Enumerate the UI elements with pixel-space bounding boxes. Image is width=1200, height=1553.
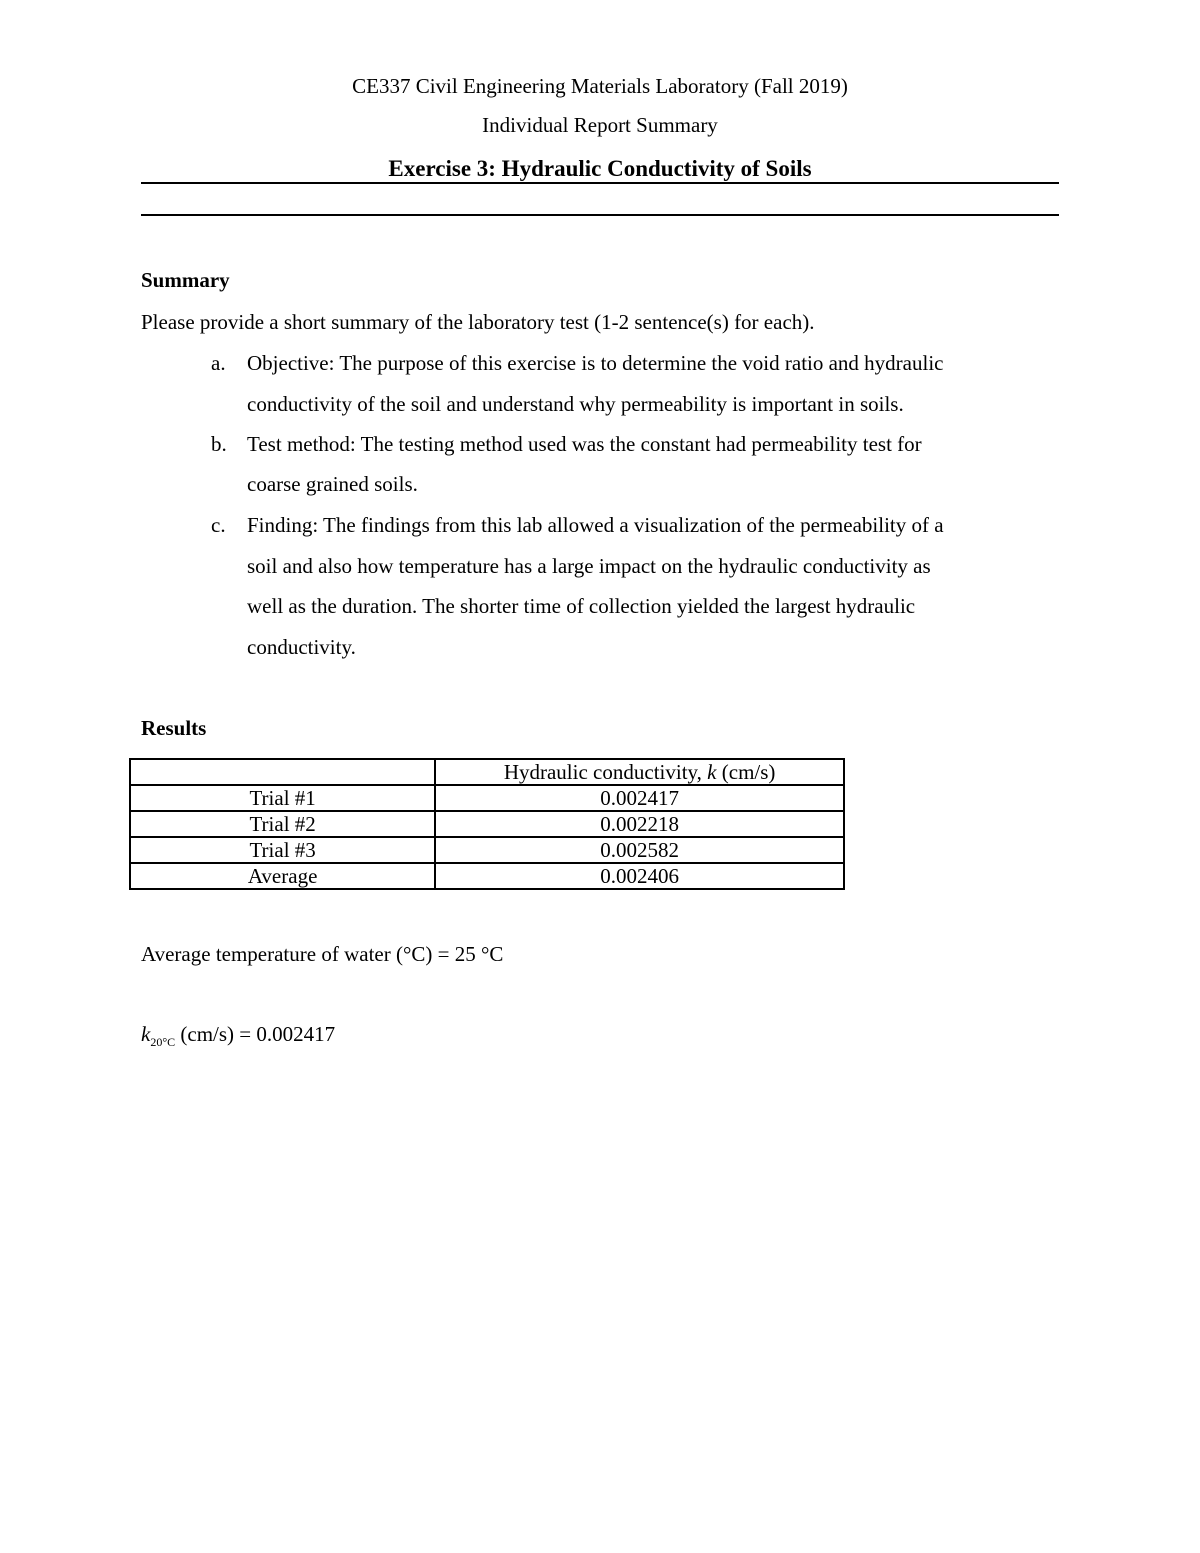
- item-b-line: coarse grained soils.: [247, 472, 418, 496]
- report-subtitle: Individual Report Summary: [482, 113, 718, 137]
- summary-heading: Summary: [141, 268, 230, 292]
- row-value: 0.002582: [435, 837, 844, 863]
- k20-value: (cm/s) = 0.002417: [175, 1022, 336, 1046]
- title-rule-bottom: [141, 214, 1059, 216]
- table-row: [130, 837, 844, 863]
- item-c-line: Finding: The findings from this lab allowed a visualization of the permeability of a: [247, 513, 944, 537]
- title-rule-top: [141, 182, 1059, 184]
- row-label: Trial #1: [130, 785, 435, 811]
- table-row: [130, 863, 844, 889]
- table-header-row: [130, 759, 844, 785]
- table-row: [130, 811, 844, 837]
- average-temperature: Average temperature of water (°C) = 25 °C: [141, 942, 504, 966]
- header-symbol: k: [707, 760, 717, 784]
- k20-subscript: 20°C: [150, 1035, 176, 1050]
- exercise-title: Exercise 3: Hydraulic Conductivity of Soils: [388, 156, 812, 181]
- item-a-letter: a.: [211, 351, 226, 375]
- item-c-letter: c.: [211, 513, 226, 537]
- row-value: 0.002406: [435, 863, 844, 889]
- row-label: Trial #3: [130, 837, 435, 863]
- row-label: Trial #2: [130, 811, 435, 837]
- item-c-line: soil and also how temperature has a large impact on the hydraulic conductivity as: [247, 554, 931, 578]
- row-label: Average: [130, 863, 435, 889]
- item-b-letter: b.: [211, 432, 227, 456]
- header-suffix: (cm/s): [716, 760, 776, 784]
- row-value: 0.002218: [435, 811, 844, 837]
- item-a-line: conductivity of the soil and understand why permeability is important in soils.: [247, 392, 904, 416]
- results-table: [129, 758, 845, 890]
- item-c-line: conductivity.: [247, 635, 356, 659]
- k20-symbol: k: [141, 1022, 151, 1046]
- table-header-cell: [435, 759, 844, 785]
- k20-result: [141, 1022, 335, 1050]
- row-value: 0.002417: [435, 785, 844, 811]
- header-prefix: Hydraulic conductivity,: [503, 760, 708, 784]
- summary-intro: Please provide a short summary of the laboratory test (1-2 sentence(s) for each).: [141, 310, 815, 334]
- results-heading: Results: [141, 716, 207, 740]
- item-b-line: Test method: The testing method used was the constant had permeability test for: [247, 432, 922, 456]
- table-row: [130, 785, 844, 811]
- course-title: CE337 Civil Engineering Materials Laboratory (Fall 2019): [352, 74, 848, 98]
- item-c-line: well as the duration. The shorter time of collection yielded the largest hydraulic: [247, 594, 916, 618]
- table-header-empty-cell: [130, 759, 435, 785]
- item-a-line: Objective: The purpose of this exercise is to determine the void ratio and hydraulic: [247, 351, 944, 375]
